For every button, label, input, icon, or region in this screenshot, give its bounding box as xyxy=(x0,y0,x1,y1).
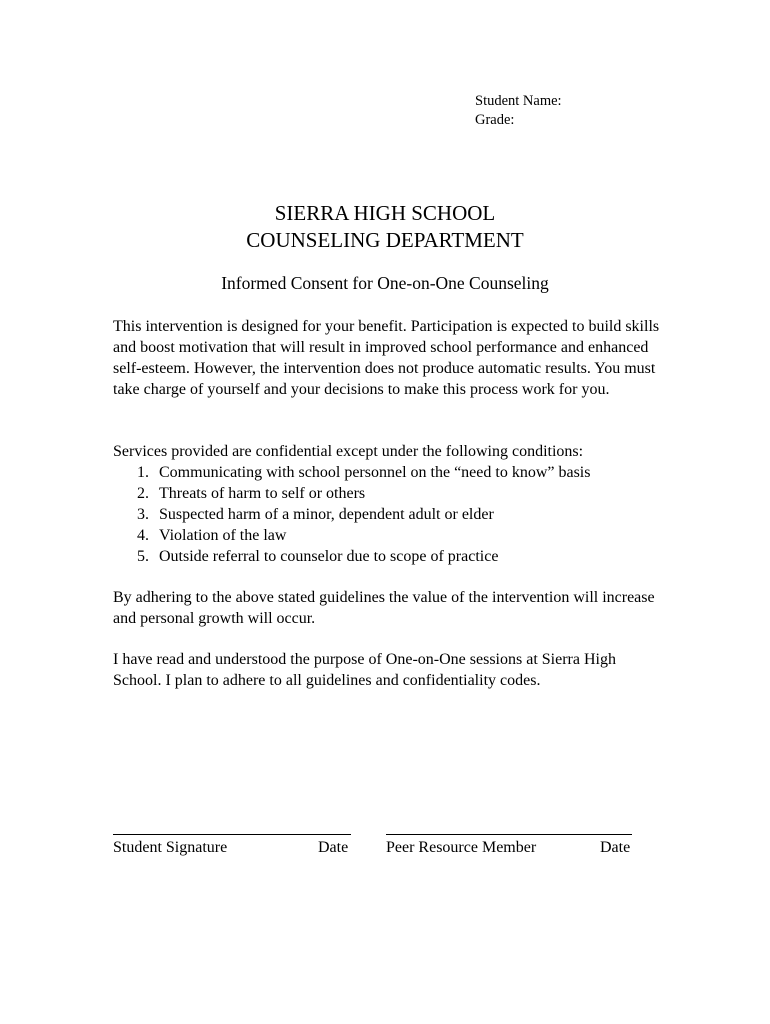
grade-label: Grade: xyxy=(475,112,515,128)
acknowledgement-paragraph: I have read and understood the purpose of One-on-One sessions at Sierra High School. I plan to adhere to all guidelines and confidentiality codes. xyxy=(113,651,616,689)
student-signature-label: Student Signature xyxy=(113,839,228,856)
department-title: COUNSELING DEPARTMENT xyxy=(246,228,524,252)
peer-member-label: Peer Resource Member xyxy=(386,839,537,856)
list-item: 1. Communicating with school personnel on the “need to know” basis xyxy=(137,464,591,481)
conditions-list xyxy=(113,462,590,567)
list-item: 2. Threats of harm to self or others xyxy=(137,485,366,502)
list-item: 5. Outside referral to counselor due to scope of practice xyxy=(137,548,499,565)
peer-member-signature-line[interactable] xyxy=(386,834,632,835)
student-info-block xyxy=(475,92,562,130)
school-title: SIERRA HIGH SCHOOL xyxy=(274,201,496,225)
student-signature-line[interactable] xyxy=(113,834,351,835)
document-subtitle: Informed Consent for One-on-One Counseling xyxy=(221,273,549,293)
list-item: 3. Suspected harm of a minor, dependent adult or elder xyxy=(137,506,494,523)
guidelines-paragraph: By adhering to the above stated guidelines the value of the intervention will increase and personal growth will occur. xyxy=(113,589,655,627)
date-label: Date xyxy=(318,839,349,856)
list-item: 4. Violation of the law xyxy=(137,527,287,544)
student-name-label: Student Name: xyxy=(475,93,562,109)
confidentiality-paragraph: Services provided are confidential except under the following conditions: xyxy=(113,443,584,460)
intro-paragraph: This intervention is designed for your benefit. Participation is expected to build skills and boost motivation that will result in improved school performance and enhanced self-esteem. However, the intervention does not produce automatic results. You must take charge of yourself and your decisions to make this process work for you. xyxy=(113,318,660,398)
date-label: Date xyxy=(600,839,631,856)
